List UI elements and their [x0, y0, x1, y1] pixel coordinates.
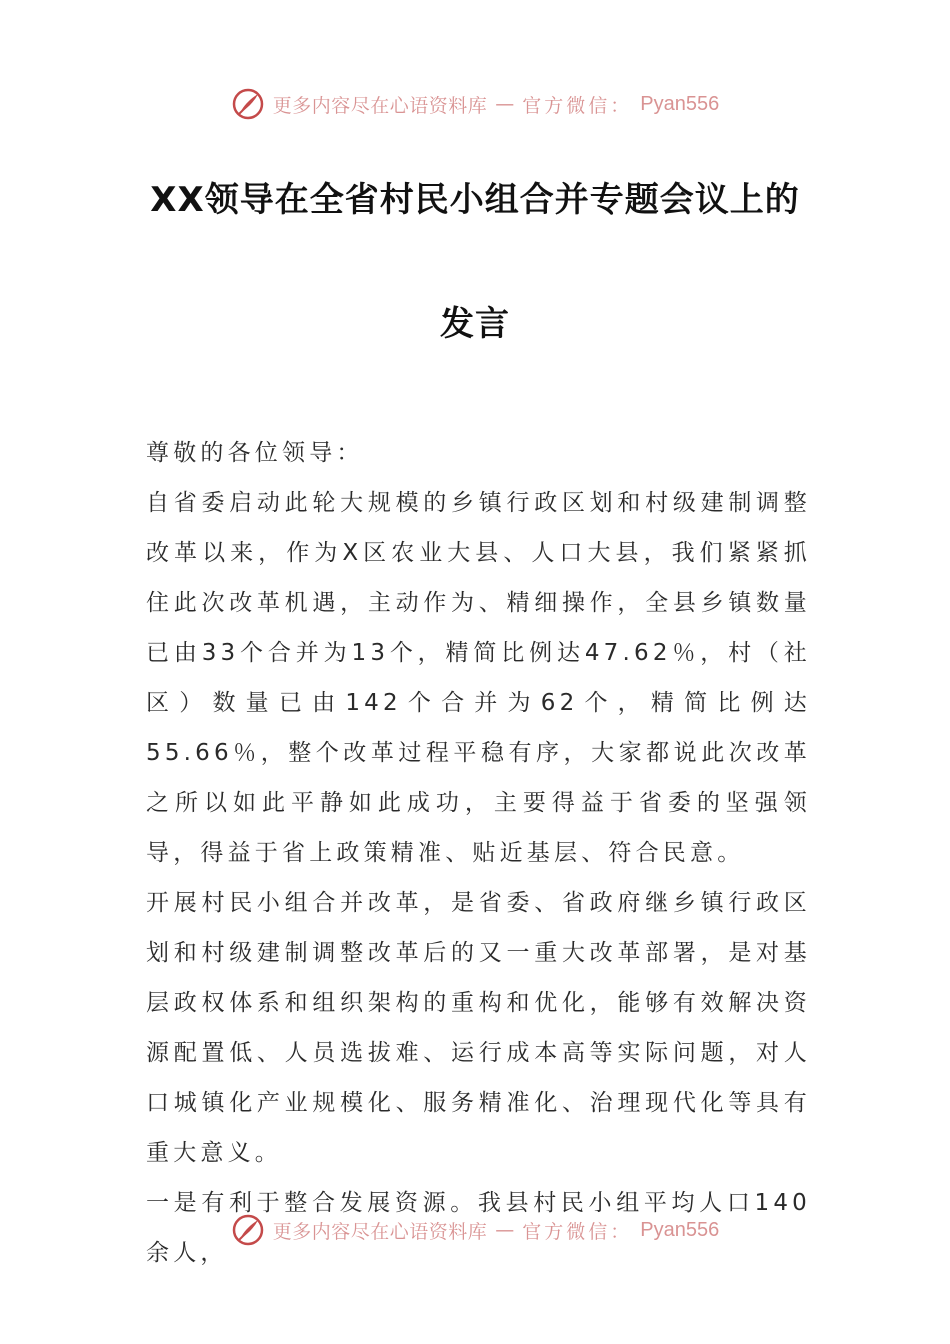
quill-pen-logo-icon	[231, 87, 265, 121]
watermark-dash: —	[495, 1219, 515, 1241]
document-title-line2: 发言	[440, 304, 510, 344]
watermark-header	[0, 84, 950, 124]
paragraph-2: 开展村民小组合并改革，是省委、省政府继乡镇行政区划和村级建制调整改革后的又一重大改革部署，是对基层政权体系和组织架构的重构和优化，能够有效解决资源配置低、人员选拔难、运行成本高等实际问题，对人口城镇化产业规模化、服务精准化、治理现代化等具有重大意义。	[146, 890, 811, 1166]
watermark-wechat-label: 官方微信：	[522, 94, 633, 117]
watermark-wechat-id: Pyan556	[640, 1218, 720, 1241]
watermark-dash: —	[495, 93, 515, 115]
watermark-wechat-id: Pyan556	[640, 92, 720, 115]
document-body	[146, 428, 811, 1278]
document-title-line1: XX领导在全省村民小组合并专题会议上的	[150, 180, 800, 220]
paragraph-3: 一是有利于整合发展资源。我县村民小组平均人口140余人，	[146, 1190, 811, 1266]
watermark-footer	[0, 1210, 950, 1250]
paragraph-1: 自省委启动此轮大规模的乡镇行政区划和村级建制调整改革以来，作为X区农业大县、人口大县，我们紧紧抓住此次改革机遇，主动作为、精细操作，全县乡镇数量已由33个合并为13个，精简比例达47.62％，村（社区）数量已由142个合并为62个，精简比例达55.66％，整个改革过程平稳有序，大家都说此次改革之所以如此平静如此成功，主要得益于省委的坚强领导，得益于省上政策精准、贴近基层、符合民意。	[146, 490, 811, 866]
watermark-wechat-label: 官方微信：	[522, 1220, 633, 1243]
quill-pen-logo-icon	[231, 1213, 265, 1247]
watermark-brand-text: 更多内容尽在心语资料库	[272, 1220, 488, 1243]
watermark-brand-text: 更多内容尽在心语资料库	[272, 94, 488, 117]
salutation: 尊敬的各位领导：	[146, 440, 364, 466]
